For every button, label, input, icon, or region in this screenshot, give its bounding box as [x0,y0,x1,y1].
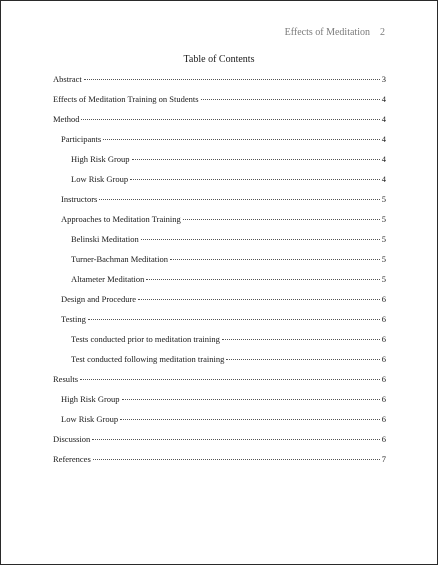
toc-entry-label: Tests conducted prior to meditation training [71,334,220,344]
table-of-contents [53,72,386,472]
toc-entry [53,352,386,372]
dot-leader [80,379,380,380]
dot-leader [130,179,380,180]
running-head [285,27,385,38]
toc-entry-label: Discussion [53,434,91,444]
dot-leader [93,459,380,460]
toc-entry-page: 4 [381,174,386,184]
toc-entry-page: 5 [381,194,386,204]
toc-entry-label: Altameter Meditation [71,274,145,284]
toc-entry [53,332,386,352]
toc-entry-page: 5 [381,274,386,284]
dot-leader [226,359,379,360]
toc-entry-label: Method [53,114,80,124]
toc-entry-label: Instructors [61,194,98,204]
toc-entry [53,152,386,172]
toc-entry [53,172,386,192]
toc-entry [53,252,386,272]
running-title: Effects of Meditation [284,27,370,38]
dot-leader [170,259,380,260]
toc-entry-page: 7 [381,454,386,464]
toc-entry [53,432,386,452]
toc-title: Table of Contents [183,54,255,65]
toc-entry-page: 5 [381,234,386,244]
toc-entry-label: Low Risk Group [61,414,119,424]
toc-entry [53,292,386,312]
dot-leader [122,399,380,400]
toc-entry [53,212,386,232]
toc-entry-label: Abstract [53,74,82,84]
dot-leader [132,159,380,160]
dot-leader [120,419,380,420]
toc-entry-page: 6 [381,334,386,344]
dot-leader [141,239,380,240]
toc-entry [53,412,386,432]
toc-entry-label: Turner-Bachman Meditation [71,254,169,264]
toc-entry-label: Design and Procedure [61,294,137,304]
toc-entry-label: Test conducted following meditation training [71,354,225,364]
toc-entry [53,92,386,112]
toc-entry-label: Participants [61,134,102,144]
dot-leader [103,139,380,140]
page-number: 2 [380,27,385,38]
toc-entry [53,392,386,412]
toc-entry-label: High Risk Group [71,154,130,164]
dot-leader [92,439,379,440]
toc-entry-label: Belinski Meditation [71,234,139,244]
dot-leader [201,99,380,100]
dot-leader [88,319,380,320]
toc-entry [53,372,386,392]
toc-entry-label: References [53,454,91,464]
toc-entry-page: 6 [381,414,386,424]
toc-entry [53,312,386,332]
toc-entry-label: Effects of Meditation Training on Students [53,94,199,104]
toc-entry-page: 4 [381,154,386,164]
toc-entry [53,132,386,152]
dot-leader [81,119,379,120]
toc-entry-page: 6 [381,314,386,324]
toc-entry-page: 4 [381,94,386,104]
toc-entry-label: Results [53,374,79,384]
dot-leader [222,339,380,340]
toc-entry-label: High Risk Group [61,394,120,404]
toc-entry-page: 6 [381,394,386,404]
toc-entry-page: 6 [381,374,386,384]
toc-entry-page: 6 [381,434,386,444]
toc-entry-page: 3 [381,74,386,84]
toc-entry-page: 6 [381,354,386,364]
toc-entry [53,112,386,132]
dot-leader [146,279,379,280]
toc-entry [53,192,386,212]
toc-entry-page: 6 [381,294,386,304]
dot-leader [138,299,380,300]
toc-entry-label: Testing [61,314,86,324]
toc-entry-page: 5 [381,254,386,264]
toc-entry-label: Low Risk Group [71,174,129,184]
toc-entry-label: Approaches to Meditation Training [61,214,181,224]
dot-leader [99,199,379,200]
toc-entry-page: 5 [381,214,386,224]
toc-entry [53,452,386,472]
toc-entry [53,232,386,252]
toc-entry-page: 4 [381,114,386,124]
toc-entry [53,72,386,92]
dot-leader [183,219,380,220]
dot-leader [84,79,380,80]
toc-entry [53,272,386,292]
toc-entry-page: 4 [381,134,386,144]
